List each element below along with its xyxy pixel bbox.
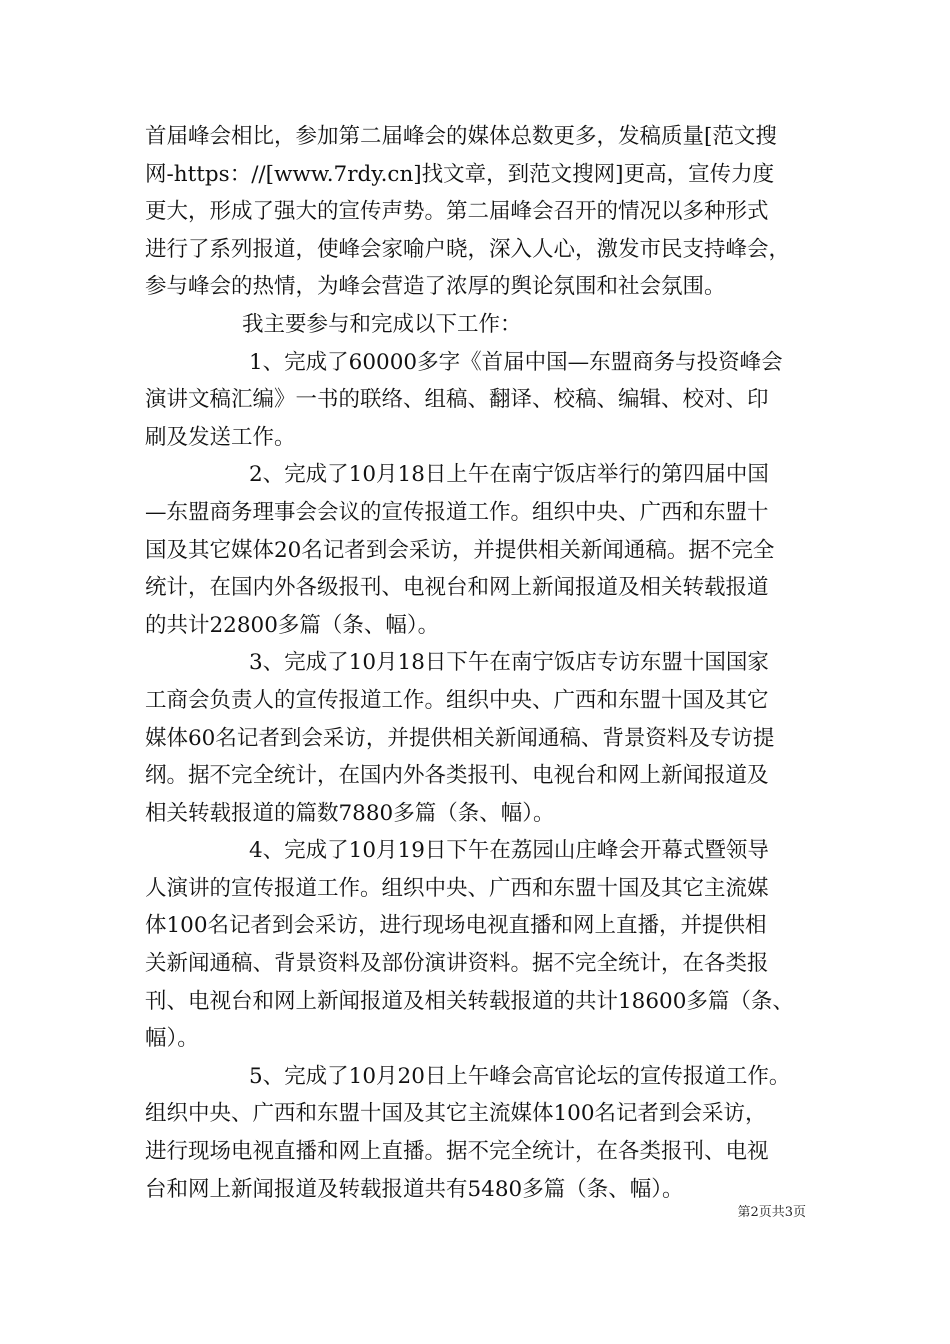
text-line: 刊、电视台和网上新闻报道及相关转载报道的共计18600多篇（条、 [145,988,794,1014]
item-5-first-line: 5、完成了10月20日上午峰会高官论坛的宣传报道工作。 [249,1063,791,1089]
text-line: 刷及发送工作。 [145,424,296,450]
text-line: 媒体60名记者到会采访，并提供相关新闻通稿、背景资料及专访提 [145,725,775,751]
text-line: 网-https：//[www.7rdy.cn]找文章，到范文搜网]更高，宣传力度 [145,161,775,187]
text-line: 更大，形成了强大的宣传声势。第二届峰会召开的情况以多种形式 [145,199,769,225]
text-line: 参与峰会的热情，为峰会营造了浓厚的舆论氛围和社会氛围。 [145,274,726,300]
text-line: 工商会负责人的宣传报道工作。组织中央、广西和东盟十国及其它 [145,687,769,713]
text-line: 演讲文稿汇编》一书的联络、组稿、翻译、校稿、编辑、校对、印 [145,387,769,413]
text-line: 关新闻通稿、背景资料及部份演讲资料。据不完全统计，在各类报 [145,951,769,977]
text-line: 纲。据不完全统计，在国内外各类报刊、电视台和网上新闻报道及 [145,763,769,789]
item-2-first-line: 2、完成了10月18日上午在南宁饭店举行的第四届中国 [249,462,769,488]
item-1-first-line: 1、完成了60000多字《首届中国—东盟商务与投资峰会 [249,349,783,375]
text-line: 体100名记者到会采访，进行现场电视直播和网上直播，并提供相 [145,913,767,939]
text-line: 进行现场电视直播和网上直播。据不完全统计，在各类报刊、电视 [145,1139,769,1165]
item-4-first-line: 4、完成了10月19日下午在荔园山庄峰会开幕式暨领导 [249,838,769,864]
item-3-first-line: 3、完成了10月18日下午在南宁饭店专访东盟十国国家 [249,650,769,676]
text-line: 统计，在国内外各级报刊、电视台和网上新闻报道及相关转载报道 [145,575,769,601]
section-intro-line: 我主要参与和完成以下工作： [242,311,522,337]
text-line: 组织中央、广西和东盟十国及其它主流媒体100名记者到会采访， [145,1101,767,1127]
document-body [145,118,810,1208]
text-line: 首届峰会相比，参加第二届峰会的媒体总数更多，发稿质量[范文搜 [145,124,777,149]
text-line: —东盟商务理事会会议的宣传报道工作。组织中央、广西和东盟十 [145,499,769,525]
text-line: 台和网上新闻报道及转载报道共有5480多篇（条、幅）。 [145,1176,684,1202]
text-line: 进行了系列报道，使峰会家喻户晓，深入人心，激发市民支持峰会， [145,236,791,262]
page-number-footer: 第2页共3页 [737,1205,806,1220]
text-line: 幅）。 [145,1026,199,1052]
text-line: 相关转载报道的篇数7880多篇（条、幅）。 [145,800,555,826]
text-line: 人演讲的宣传报道工作。组织中央、广西和东盟十国及其它主流媒 [145,875,769,901]
text-line: 国及其它媒体20名记者到会采访，并提供相关新闻通稿。据不完全 [145,537,775,563]
text-line: 的共计22800多篇（条、幅）。 [145,612,440,638]
